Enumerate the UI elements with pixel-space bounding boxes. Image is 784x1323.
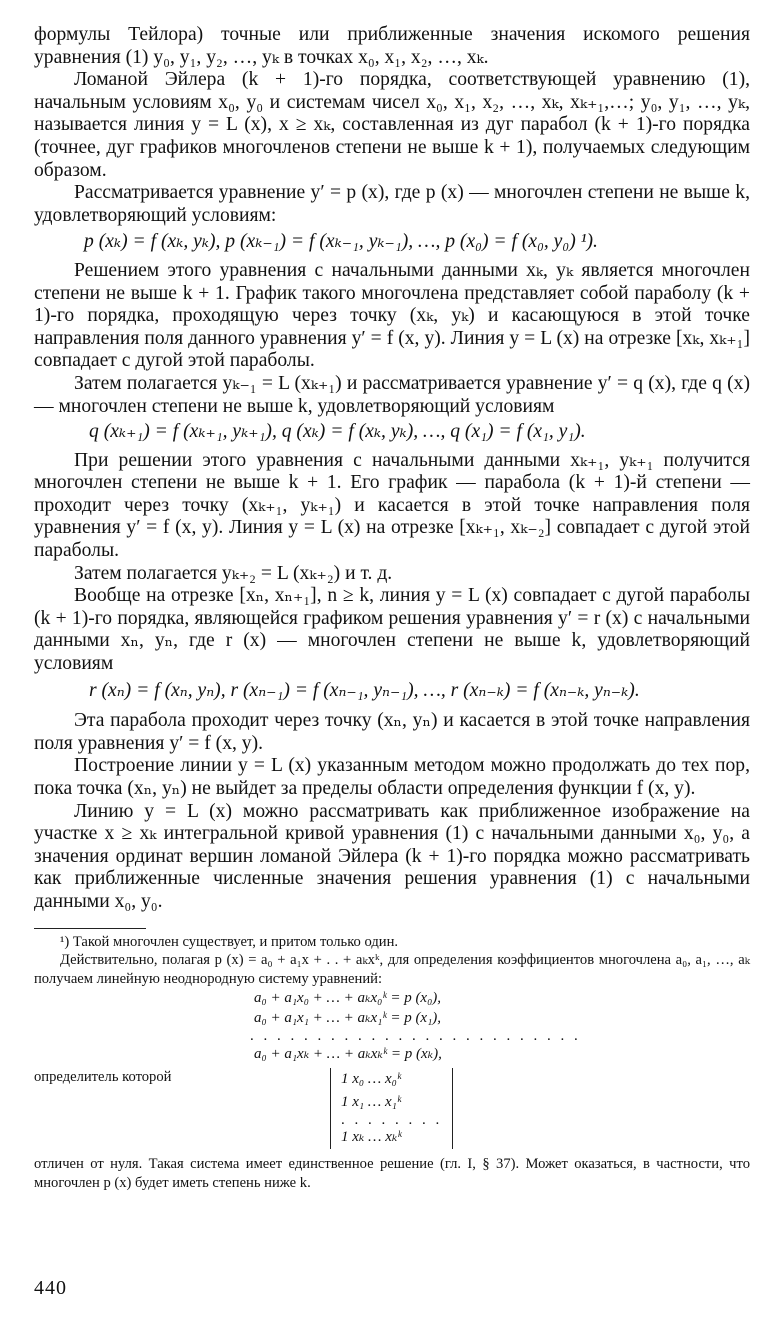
paragraph: Затем полагается yₖ₊₂ = L (xₖ₊₂) и т. д. [74, 562, 393, 584]
paragraph: Вообще на отрезке [xₙ, xₙ₊₁], n ≥ k, линия y = L (x) совпадает с дугой параболы (k + 1)-го порядка, являющейся графиком решения уравнения y′ = r (x) с начальными данными xₙ, yₙ, где r (x) — многочлен степени не выше k, удовлетворяющий условиям [34, 585, 750, 675]
paragraph: При решении этого уравнения с начальными данными xₖ₊₁, yₖ₊₁ получится многочлен степени не выше k + 1. Его график — парабола (k + 1)-й степени — проходит через точку (xₖ₊₁, yₖ₊₁) и касается в этой точке направления поля уравнения y′ = f (x, y). Линия y = L (x) на отрезке [xₖ₊₁, xₖ₋₂] совпадает с дугой этой параболы. [34, 449, 750, 562]
equation: p (xₖ) = f (xₖ, yₖ), p (xₖ₋₁) = f (xₖ₋₁, yₖ₋₁), …, p (x₀) = f (x₀, y₀) ¹). [84, 231, 598, 253]
paragraph: Рассматривается уравнение y′ = p (x), где p (x) — многочлен степени не выше k, удовлетворяющий условиям: [34, 182, 750, 226]
paragraph: формулы Тейлора) точные или приближенные значения искомого решения уравнения (1) y₀, y₁, y₂, …, yₖ в точках x₀, x₁, x₂, …, xₖ. [34, 24, 750, 68]
system-equation: a₀ + a₁x₀ + … + aₖx₀ᵏ = p (x₀), [254, 990, 442, 1007]
paragraph: Решением этого уравнения с начальными данными xₖ, yₖ является многочлен степени не выше k + 1. График такого многочлена представляет собой параболу (k + 1)-го порядка, проходящую через точку (xₖ, yₖ) и касающуюся в этой точке направления поля данного уравнения y′ = f (x, y). Линия y = L (x) на отрезке [xₖ, xₖ₊₁] совпадает с дугой этой параболы. [34, 259, 750, 372]
determinant-dots: . . . . . . . . [341, 1112, 443, 1129]
page-body [34, 24, 750, 1193]
paragraph: Построение линии y = L (x) указанным методом можно продолжать до тех пор, пока точка (xₙ, yₙ) не выйдет за пределы области определения функции f (x, y). [34, 755, 750, 799]
determinant-row: 1 xₖ … xₖᵏ [341, 1129, 402, 1146]
system-equation: a₀ + a₁xₖ + … + aₖxₖᵏ = p (xₖ), [254, 1046, 442, 1063]
determinant-row: 1 x₀ … x₀ᵏ [341, 1071, 402, 1088]
footnote-conclusion: отличен от нуля. Такая система имеет единственное решение (гл. I, § 37). Может оказаться, в частности, что многочлен p (x) будет иметь степень ниже k. [34, 1156, 750, 1191]
determinant-row: 1 x₁ … x₁ᵏ [341, 1094, 402, 1111]
determinant-block [34, 1068, 750, 1149]
page-number: 440 [34, 1277, 67, 1299]
equation: r (xₙ) = f (xₙ, yₙ), r (xₙ₋₁) = f (xₙ₋₁, yₙ₋₁), …, r (xₙ₋ₖ) = f (xₙ₋ₖ, yₙ₋ₖ). [89, 679, 640, 701]
paragraph: Линию y = L (x) можно рассматривать как приближенное изображение на участке x ≥ xₖ интегральной кривой уравнения (1) с начальными данными x₀, y₀, а значения ординат вершин ломаной Эйлера (k + 1)-го порядка можно рассматривать как приближенные численные значения решения уравнения (1) с начальными данными x₀, y₀. [34, 800, 750, 912]
footnote [34, 933, 750, 1193]
determinant-matrix [330, 1068, 453, 1149]
footnote-intro: Действительно, полагая p (x) = a₀ + a₁x + . . + aₖxᵏ, для определения коэффициентов многочлена a₀, a₁, …, aₖ получаем линейную неоднородную систему уравнений: [34, 952, 750, 987]
footnote-mark: ¹) Такой многочлен существует, и притом только один. [60, 933, 399, 950]
paragraph-euler-definition: Ломаной Эйлера (k + 1)-го порядка, соответствующей уравнению (1), начальным условиям x₀, y₀ и системам чисел x₀, x₁, x₂, …, xₖ, xₖ₊₁,…; y₀, y₁, …, yₖ, называется линия y = L (x), x ≥ xₖ, составленная из дуг парабол (k + 1)-го порядка (точнее, дуг графиков многочленов степени не выше k + 1), получаемых следующим образом. [34, 69, 750, 181]
system-equation: a₀ + a₁x₁ + … + aₖx₁ᵏ = p (x₁), [254, 1010, 442, 1027]
paragraph: Эта парабола проходит через точку (xₙ, yₙ) и касается в этой точке направления поля уравнения y′ = f (x, y). [34, 710, 750, 754]
equation: q (xₖ₊₁) = f (xₖ₊₁, yₖ₊₁), q (xₖ) = f (xₖ, yₖ), …, q (x₁) = f (x₁, y₁). [89, 421, 586, 443]
footnote-divider [34, 928, 146, 929]
system-dots: . . . . . . . . . . . . . . . . . . . . . . . . . [250, 1028, 581, 1045]
paragraph: Затем полагается yₖ₋₁ = L (xₖ₊₁) и рассматривается уравнение y′ = q (x), где q (x) — многочлен степени не выше k, удовлетворяющий условиям [34, 372, 750, 417]
determinant-label: определитель которой [34, 1069, 172, 1086]
